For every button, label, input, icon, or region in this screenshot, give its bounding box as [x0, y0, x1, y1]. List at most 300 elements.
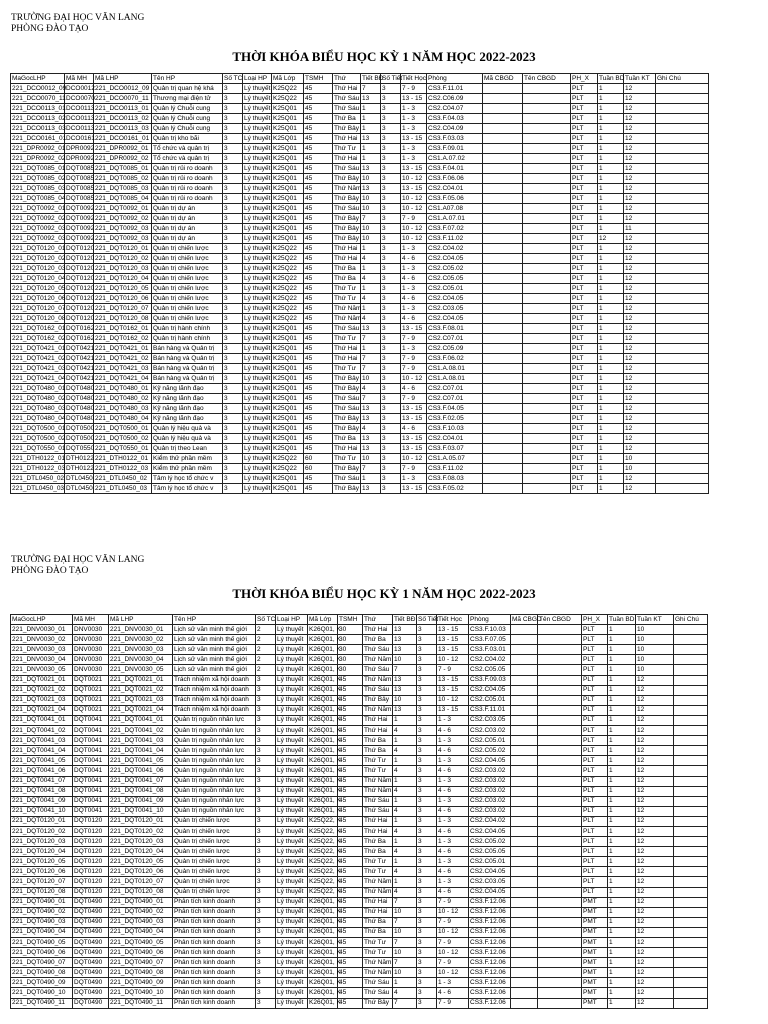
table-row [11, 877, 708, 887]
cell-maLop: K25Q01 [272, 404, 304, 414]
table-row [11, 826, 708, 836]
cell-soTC: 3 [256, 685, 276, 695]
cell-loaiHP: Lý thuyết [244, 454, 271, 462]
cell-phong: CS2.C05.01 [469, 857, 511, 867]
cell-maLHP: 221_DTL0450_03 [94, 484, 152, 494]
cell-tietHoc: 4 - 6 [401, 424, 427, 434]
cell-maMH: DQT0085 [66, 194, 95, 202]
table-row [11, 154, 709, 164]
cell-phX: PLT [582, 796, 608, 806]
cell-tsmh: 45 [338, 917, 363, 927]
cell-tsmh: 45 [338, 816, 363, 826]
table-row [11, 705, 708, 715]
cell-maMH: DQT0120 [73, 837, 109, 847]
cell-loaiHP: Lý thuyết [244, 104, 271, 112]
cell-thu: Thứ Sáu [363, 645, 393, 655]
cell-phX: PLT [571, 114, 598, 124]
cell-phong: CS3.F.06.02 [427, 354, 483, 364]
schedule-table [10, 614, 708, 1009]
cell-tietBD: 4 [361, 314, 381, 324]
cell-phong: CS3.F.11.01 [469, 705, 511, 715]
cell-maMH: DCO0161 [66, 134, 95, 142]
cell-tenHP: Quản trị rủi ro doanh [152, 164, 223, 174]
cell-maLop: K26Q01, K [308, 968, 338, 978]
cell-loaiHP: Lý thuyết [244, 484, 271, 492]
cell-soTiet: 3 [417, 897, 437, 907]
cell-tietHoc: 1 - 3 [437, 796, 469, 806]
cell-tietBD: 1 [393, 776, 417, 786]
cell-phong: CS2.C05.02 [469, 837, 511, 847]
cell-maMH: DCO0113 [66, 124, 95, 132]
cell-maLHP: 221_DCO0012_09 [94, 84, 152, 94]
cell-tsmh: 45 [338, 938, 363, 948]
cell-tenHP: Quản trị nguồn nhân lực [173, 776, 256, 786]
cell-maLop: K26Q01, K [308, 655, 338, 665]
cell-thu: Thứ Hai [363, 816, 393, 826]
column-header-maLHP: Mã LHP [94, 74, 152, 84]
cell-soTiet: 3 [381, 214, 401, 224]
cell-maLop: K25Q01 [272, 364, 304, 374]
cell-maLHP: 221_DQT0490_09 [109, 978, 173, 988]
cell-soTiet: 3 [417, 998, 437, 1008]
cell-maLHP: 221_DQT0085_01 [94, 164, 152, 174]
cell-maGocLHP: 221_DTH0122_03 [12, 464, 66, 472]
cell-thu: Thứ Hai [333, 244, 361, 254]
cell-tsmh: 45 [338, 776, 363, 786]
column-header-maCBGD: Mã CBGD [511, 615, 538, 625]
cell-tuanBD: 1 [608, 746, 636, 756]
cell-tenCBGD [523, 474, 571, 484]
cell-maGocLHP: 221_DQT0041_08 [11, 786, 73, 796]
cell-maCBGD [483, 294, 523, 304]
cell-soTC: 3 [223, 194, 243, 204]
cell-tietBD: 7 [361, 84, 381, 94]
column-header-tietBD: Tiết BĐ [393, 615, 417, 625]
cell-maLHP: 221_DQT0120_05 [94, 284, 152, 294]
cell-tietHoc: 1 - 3 [401, 124, 427, 134]
cell-loaiHP: Lý thuyết [276, 806, 308, 816]
cell-phX: PLT [571, 354, 598, 364]
cell-maGocLHP: 221_DTL0450_03 [12, 484, 65, 492]
cell-phong: CS3.F.10.03 [427, 424, 483, 434]
cell-tenCBGD [523, 234, 571, 244]
cell-tuanBD: 1 [598, 484, 624, 494]
cell-maLHP: 221_DQT0120_07 [109, 877, 173, 887]
cell-tuanKT: 12 [636, 927, 674, 937]
cell-tietHoc: 4 - 6 [437, 726, 469, 736]
cell-tenHP: Quản trị chiến lược [152, 304, 223, 314]
cell-tietBD: 4 [361, 424, 381, 434]
cell-thu: Thứ Tư [333, 294, 361, 304]
cell-maCBGD [483, 214, 523, 224]
cell-maGocLHP: 221_DQT0041_02 [11, 726, 73, 736]
cell-soTC: 3 [256, 857, 276, 867]
cell-maLHP: 221_DQT0480_01 [94, 384, 152, 394]
cell-thu: Thứ Sáu [334, 404, 360, 412]
cell-ghiChu [656, 324, 709, 334]
cell-ghiChu [674, 705, 708, 715]
cell-tenCBGD [538, 968, 582, 978]
cell-tietHoc: 10 - 12 [401, 204, 427, 214]
cell-tuanKT: 12 [636, 917, 674, 927]
cell-maCBGD [511, 635, 538, 645]
cell-thu: Thứ Tư [333, 364, 361, 374]
cell-thu: Thứ Sáu [363, 978, 393, 988]
cell-tenCBGD [538, 887, 582, 897]
cell-tuanBD: 1 [608, 756, 636, 766]
page-header [11, 555, 144, 577]
cell-tietBD: 1 [393, 837, 417, 847]
cell-tuanKT: 12 [636, 887, 674, 897]
cell-tuanBD: 1 [608, 958, 636, 968]
cell-loaiHP: Lý thuyết [276, 988, 308, 998]
cell-phX: PLT [571, 134, 598, 144]
cell-phX: PLT [582, 766, 608, 776]
cell-loaiHP: Lý thuyết [276, 655, 308, 665]
cell-tuanKT: 12 [624, 204, 656, 214]
cell-phX: PLT [571, 214, 598, 224]
cell-tuanKT: 12 [636, 746, 674, 756]
table-row [11, 324, 709, 334]
cell-ghiChu [656, 464, 709, 474]
cell-tietBD: 1 [393, 877, 417, 887]
cell-soTC: 3 [256, 877, 276, 887]
table-row [11, 806, 708, 816]
cell-tuanKT: 12 [636, 907, 674, 917]
cell-phX: PLT [571, 464, 598, 474]
cell-tietBD: 7 [361, 364, 381, 374]
cell-maLop: K25Q01 [272, 334, 304, 344]
cell-tietHoc: 7 - 9 [401, 364, 427, 374]
cell-soTiet: 3 [381, 224, 401, 234]
cell-maGocLHP: 221_DQT0500_02 [12, 434, 66, 442]
cell-maGocLHP: 221_DQT0490_02 [11, 907, 73, 917]
cell-loaiHP: Lý thuyết [244, 234, 271, 242]
cell-tenHP: Quản trị chiến lược [173, 877, 256, 887]
cell-tuanKT: 12 [624, 164, 656, 174]
cell-tuanBD: 1 [608, 736, 636, 746]
cell-phX: PLT [571, 384, 598, 394]
cell-loaiHP: Lý thuyết [276, 756, 308, 766]
cell-maGocLHP: 221_DQT0550_01 [12, 444, 66, 452]
cell-tuanKT: 12 [624, 254, 656, 264]
cell-thu: Thứ Tư [363, 867, 393, 877]
table-row [11, 174, 709, 184]
cell-maLop: K26Q01, K [308, 695, 338, 705]
cell-tenCBGD [523, 154, 571, 164]
cell-phong: CS2.C03.05 [469, 715, 511, 725]
cell-maMH: DTL0450 [66, 474, 93, 482]
cell-maGocLHP: 221_DQT0421_03 [12, 364, 66, 372]
cell-soTiet: 3 [381, 164, 401, 174]
cell-soTiet: 3 [381, 404, 401, 414]
cell-thu: Thứ Sáu [334, 164, 360, 172]
table-row [11, 134, 709, 144]
cell-maLHP: 221_DCO0113_03 [94, 124, 152, 134]
cell-tenHP: Bán hàng và Quản trị [152, 344, 223, 354]
cell-tsmh: 30 [338, 655, 363, 665]
cell-phong: CS3.F.09.01 [427, 144, 483, 154]
cell-loaiHP: Lý thuyết [276, 887, 308, 897]
cell-loaiHP: Lý thuyết [244, 404, 271, 412]
column-header-tietBD: Tiết BĐ [362, 74, 384, 82]
cell-soTiet: 3 [381, 174, 401, 184]
cell-maMH: DQT0490 [73, 968, 109, 978]
cell-thu: Thứ Năm [363, 958, 393, 968]
cell-tuanBD: 1 [608, 645, 636, 655]
department-name: PHÒNG ĐÀO TẠO [11, 566, 89, 576]
cell-ghiChu [674, 685, 708, 695]
cell-tenHP: Quản trị chiến lược [173, 816, 256, 826]
cell-tuanBD: 1 [608, 796, 636, 806]
cell-tuanKT: 10 [636, 665, 674, 675]
cell-tuanBD: 1 [598, 214, 624, 224]
cell-tenHP: Lịch sử văn minh thế giới [173, 665, 256, 675]
cell-tenCBGD [538, 938, 582, 948]
cell-loaiHP: Lý thuyết [244, 364, 271, 372]
cell-maLop: K25Q22 [272, 464, 304, 474]
cell-maLop: K25Q22, K [308, 837, 338, 847]
cell-soTC: 3 [223, 294, 243, 304]
cell-tuanKT: 11 [624, 224, 656, 234]
cell-tuanBD: 1 [598, 194, 624, 204]
table-row [11, 776, 708, 786]
cell-maGocLHP: 221_DQT0120_04 [11, 847, 73, 857]
cell-tenHP: Tâm lý học tổ chức v [152, 474, 223, 484]
cell-thu: Thứ Bảy [334, 384, 359, 392]
cell-tsmh: 45 [338, 978, 363, 988]
table-row [11, 244, 709, 254]
cell-phong: CS2.C04.02 [427, 244, 483, 254]
cell-thu: Thứ Sáu [363, 988, 393, 998]
cell-tuanKT: 12 [636, 756, 674, 766]
cell-maCBGD [511, 998, 538, 1008]
cell-thu: Thứ Hai [363, 625, 393, 635]
cell-maCBGD [483, 464, 523, 474]
cell-ghiChu [656, 424, 709, 434]
cell-loaiHP: Lý thuyết [276, 705, 308, 715]
cell-loaiHP: Lý thuyết [276, 786, 308, 796]
cell-tietBD: 10 [393, 968, 417, 978]
cell-ghiChu [656, 194, 709, 204]
cell-tuanKT: 12 [624, 124, 656, 134]
cell-tuanBD: 1 [598, 244, 624, 254]
cell-maCBGD [483, 484, 523, 494]
cell-ghiChu [674, 988, 708, 998]
cell-tsmh: 45 [304, 474, 333, 484]
cell-maGocLHP: 221_DNV0030_05 [11, 665, 73, 675]
cell-loaiHP: Lý thuyết [244, 94, 271, 102]
cell-soTC: 3 [223, 164, 243, 174]
cell-maMH: DNV0030 [73, 625, 109, 635]
cell-maCBGD [511, 796, 538, 806]
cell-loaiHP: Lý thuyết [244, 114, 271, 122]
cell-maMH: DQT0021 [73, 675, 109, 685]
cell-maCBGD [483, 374, 523, 384]
cell-tenCBGD [523, 194, 571, 204]
cell-maMH: DQT0490 [73, 998, 109, 1008]
cell-maLop: K26Q01, K [308, 635, 338, 645]
cell-maLop: K26Q01, K [308, 786, 338, 796]
cell-tenCBGD [523, 484, 571, 494]
cell-tenHP: Quản trị dự án [152, 204, 223, 214]
cell-tietBD: 13 [361, 184, 381, 194]
cell-tsmh: 45 [338, 766, 363, 776]
cell-tuanBD: 1 [608, 655, 636, 665]
cell-tuanKT: 12 [636, 796, 674, 806]
cell-soTC: 3 [223, 374, 243, 384]
cell-maCBGD [483, 84, 523, 94]
column-header-soTC: Số TC [224, 74, 243, 82]
cell-maGocLHP: 221_DQT0120_04 [12, 274, 66, 282]
cell-tsmh: 45 [304, 204, 333, 214]
cell-soTC: 3 [223, 214, 243, 224]
cell-loaiHP: Lý thuyết [276, 927, 308, 937]
table-row [11, 104, 709, 114]
column-header-tenCBGD: Tên CBGD [523, 74, 571, 84]
cell-tsmh: 45 [304, 314, 333, 324]
cell-phong: CS1.A.07.01 [427, 214, 483, 224]
cell-tenCBGD [538, 695, 582, 705]
cell-thu: Thứ Hai [333, 254, 361, 264]
cell-maCBGD [511, 857, 538, 867]
cell-tenCBGD [538, 655, 582, 665]
cell-thu: Thứ Ba [363, 917, 393, 927]
cell-tietBD: 1 [393, 816, 417, 826]
cell-soTiet: 3 [417, 877, 437, 887]
table-row [11, 234, 709, 244]
table-row [11, 444, 709, 454]
cell-soTC: 3 [223, 314, 243, 324]
cell-maGocLHP: 221_DQT0041_05 [11, 756, 73, 766]
cell-tsmh: 45 [304, 324, 333, 334]
cell-tsmh: 45 [338, 746, 363, 756]
cell-maLop: K25Q22 [272, 274, 304, 284]
column-header-tuanBD: Tuần BD [599, 74, 625, 82]
cell-soTC: 3 [223, 204, 243, 214]
cell-maLHP: 221_DQT0421_02 [94, 354, 152, 364]
cell-maLop: K25Q01 [272, 234, 304, 244]
cell-maCBGD [483, 284, 523, 294]
cell-soTiet: 3 [381, 304, 401, 314]
cell-thu: Thứ Sáu [363, 685, 393, 695]
column-header-maGocLHP: MaGocLHP [11, 74, 65, 84]
cell-maGocLHP: 221_DQT0120_03 [11, 837, 73, 847]
cell-loaiHP: Lý thuyết [276, 675, 308, 685]
cell-ghiChu [674, 655, 708, 665]
table-row [11, 304, 709, 314]
cell-phong: CS2.C05.01 [469, 736, 511, 746]
cell-thu: Thứ Tư [363, 857, 393, 867]
cell-soTiet: 3 [381, 414, 401, 424]
cell-maCBGD [511, 625, 538, 635]
cell-phX: PLT [571, 174, 598, 184]
cell-tenCBGD [523, 324, 571, 334]
cell-tietBD: 1 [361, 474, 381, 484]
cell-thu: Thứ Tư [363, 938, 393, 948]
cell-tenHP: Quản trị nguồn nhân lực [173, 746, 256, 756]
cell-loaiHP: Lý thuyết [276, 998, 308, 1008]
cell-tietHoc: 1 - 3 [437, 837, 469, 847]
cell-thu: Thứ Hai [363, 715, 393, 725]
cell-ghiChu [674, 958, 708, 968]
cell-tsmh: 45 [304, 224, 333, 234]
cell-soTiet: 3 [381, 114, 401, 124]
cell-ghiChu [656, 354, 709, 364]
cell-tsmh: 30 [338, 635, 363, 645]
cell-soTiet: 3 [417, 746, 437, 756]
cell-soTC: 3 [223, 334, 243, 344]
column-header-tsmh: TSMH [338, 615, 363, 625]
column-header-ghiChu: Ghi Chú [656, 74, 709, 84]
cell-ghiChu [656, 304, 709, 314]
cell-maCBGD [483, 434, 523, 444]
cell-thu: Thứ Năm [363, 675, 393, 685]
cell-maGocLHP: 221_DQT0490_01 [11, 897, 73, 907]
cell-loaiHP: Lý thuyết [244, 164, 271, 172]
cell-tenHP: Quản trị chiến lược [173, 837, 256, 847]
cell-phX: PLT [571, 334, 598, 344]
cell-tietHoc: 7 - 9 [401, 354, 427, 364]
cell-tsmh: 45 [338, 968, 363, 978]
cell-maLop: K25Q22 [272, 304, 304, 314]
cell-tuanBD: 1 [608, 917, 636, 927]
cell-maLHP: 221_DNV0030_02 [109, 635, 173, 645]
cell-maCBGD [483, 164, 523, 174]
table-row [11, 938, 708, 948]
cell-tietBD: 7 [393, 665, 417, 675]
cell-maMH: DQT0162 [66, 324, 95, 332]
cell-maLHP: 221_DQT0500_02 [94, 434, 152, 444]
cell-tuanBD: 1 [598, 354, 624, 364]
cell-loaiHP: Lý thuyết [276, 978, 308, 988]
cell-tsmh: 45 [338, 806, 363, 816]
cell-tsmh: 45 [304, 174, 333, 184]
cell-tietHoc: 7 - 9 [437, 897, 469, 907]
cell-tietHoc: 10 - 12 [437, 927, 469, 937]
cell-tenHP: Tổ chức và quản trị [152, 154, 223, 164]
cell-soTC: 3 [256, 847, 276, 857]
cell-maLop: K26Q01, K [308, 938, 338, 948]
cell-soTiet: 3 [417, 665, 437, 675]
cell-thu: Thứ Năm [363, 776, 393, 786]
cell-maCBGD [511, 806, 538, 816]
cell-ghiChu [674, 847, 708, 857]
cell-tsmh: 45 [304, 274, 333, 284]
cell-maCBGD [511, 665, 538, 675]
cell-tenHP: Quản trị dự án [152, 224, 223, 234]
cell-soTC: 3 [223, 364, 243, 374]
cell-phong: CS3.F.07.05 [469, 635, 511, 645]
cell-soTC: 3 [223, 264, 243, 274]
cell-tenHP: Trách nhiệm xã hội doanh [173, 705, 256, 715]
cell-ghiChu [656, 314, 709, 324]
cell-maGocLHP: 221_DQT0092_03 [12, 224, 66, 232]
cell-phong: CS3.F.06.06 [427, 174, 483, 184]
cell-maGocLHP: 221_DQT0041_06 [11, 766, 73, 776]
cell-phong: CS3.F.10.03 [469, 625, 511, 635]
cell-tenHP: Quản trị nguồn nhân lực [173, 766, 256, 776]
cell-maCBGD [483, 454, 523, 464]
cell-tuanKT: 12 [624, 104, 656, 114]
table-row [11, 164, 709, 174]
cell-tietBD: 1 [393, 756, 417, 766]
cell-phX: PMT [582, 917, 608, 927]
cell-maGocLHP: 221_DQT0120_05 [12, 284, 66, 292]
cell-soTiet: 3 [381, 274, 401, 284]
cell-maCBGD [511, 948, 538, 958]
cell-maCBGD [511, 877, 538, 887]
